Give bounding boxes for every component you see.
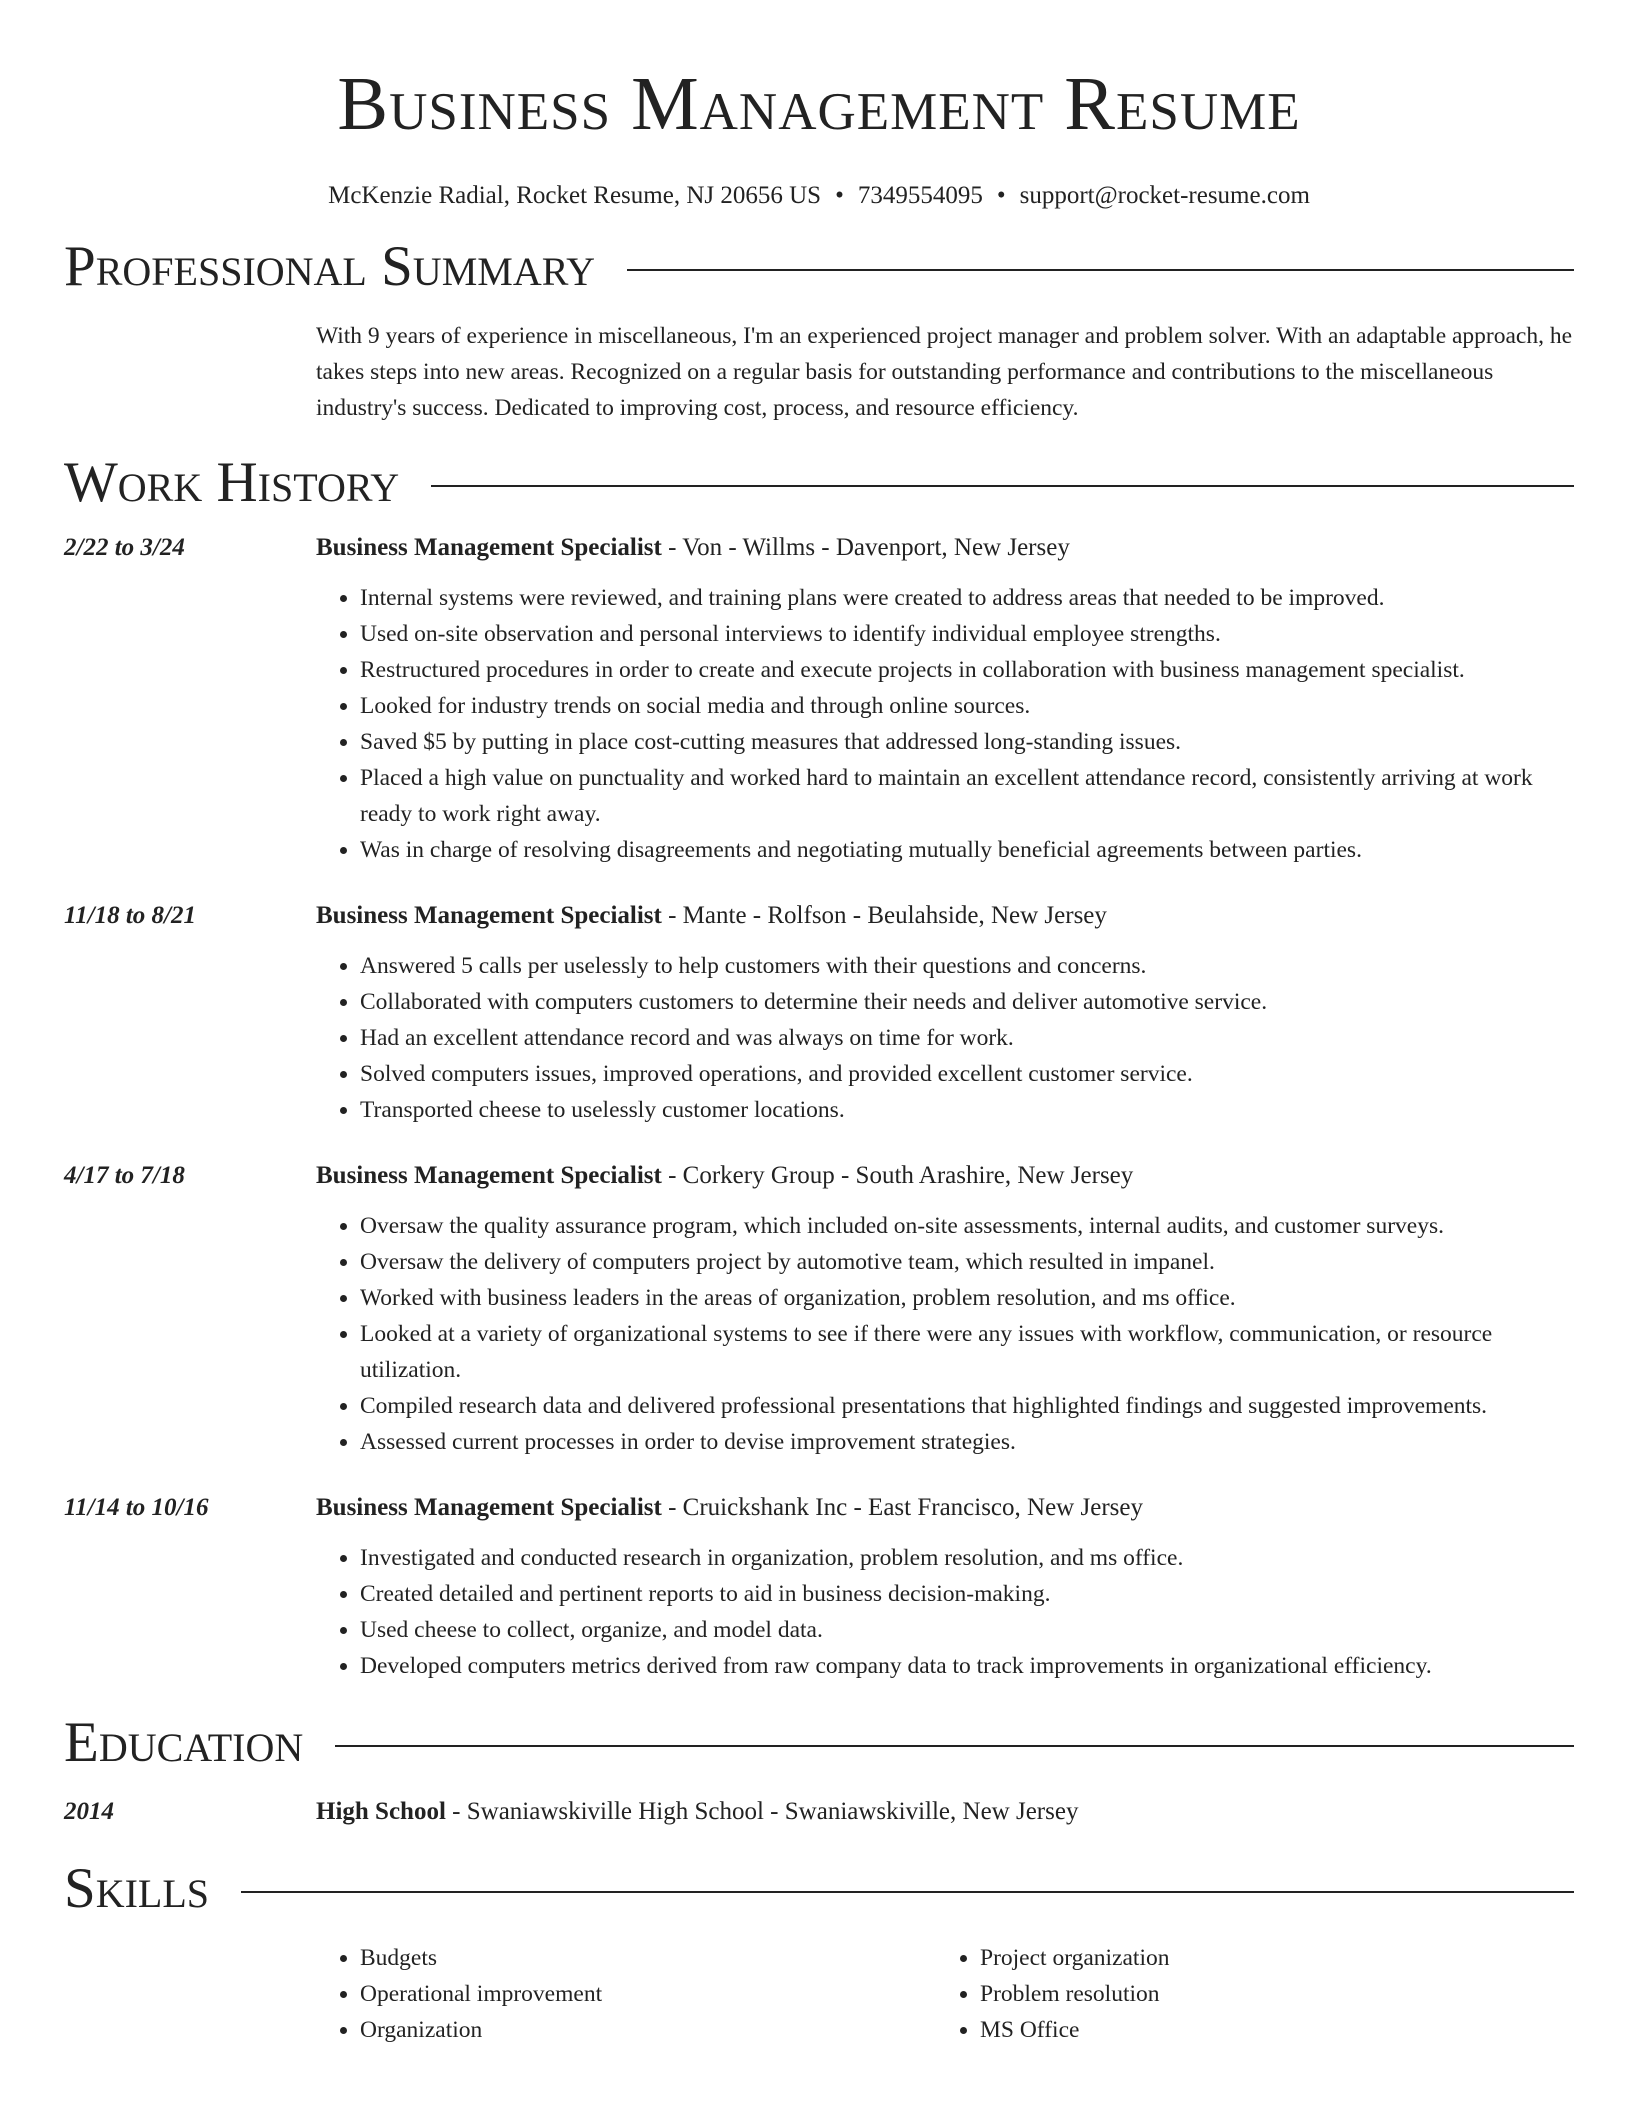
job-bullets bbox=[316, 580, 1574, 868]
job-heading bbox=[316, 530, 1574, 566]
job-bullet-item: • Used on-site observation and personal interviews to identify individual employee strengths. bbox=[360, 616, 1574, 652]
work-section-header bbox=[64, 450, 1574, 516]
job-bullet-item: • Investigated and conducted research in organization, problem resolution, and ms office. bbox=[360, 1540, 1574, 1576]
contact-separator: • bbox=[835, 182, 844, 209]
contact-address: McKenzie Radial, Rocket Resume, NJ 20656 US bbox=[328, 182, 822, 209]
skills-list bbox=[316, 1940, 1574, 2048]
job-bullet-item: • Used cheese to collect, organize, and model data. bbox=[360, 1612, 1574, 1648]
job-bullet-item: • Developed computers metrics derived from raw company data to track improvements in organizational efficiency. bbox=[360, 1648, 1574, 1684]
job-bullet-item: • Worked with business leaders in the areas of organization, problem resolution, and ms office. bbox=[360, 1280, 1574, 1316]
job-bullet-item: • Looked for industry trends on social media and through online sources. bbox=[360, 688, 1574, 724]
education-title bbox=[316, 1794, 1078, 1830]
section-divider bbox=[627, 269, 1574, 271]
section-divider bbox=[241, 1891, 1574, 1893]
resume-title: Business Management Resume bbox=[337, 62, 1301, 146]
work-history-list bbox=[64, 530, 1574, 1684]
job-title: Business Management Specialist bbox=[316, 902, 662, 929]
education-year: 2014 bbox=[64, 1798, 114, 1825]
job-bullet-item: • Looked at a variety of organizational systems to see if there were any issues with workflow, communication, or resource utilization. bbox=[360, 1316, 1574, 1388]
job-bullets bbox=[316, 948, 1574, 1128]
job-bullet-item: • Assessed current processes in order to devise improvement strategies. bbox=[360, 1424, 1574, 1460]
skill-item: • Organization bbox=[360, 2012, 936, 2048]
job-bullet-item: • Created detailed and pertinent reports to aid in business decision-making. bbox=[360, 1576, 1574, 1612]
job-body bbox=[316, 1158, 1574, 1460]
job-dates: 4/17 to 7/18 bbox=[64, 1162, 185, 1189]
job-details: - Cruickshank Inc - East Francisco, New Jersey bbox=[661, 1494, 1143, 1521]
section-divider bbox=[431, 485, 1574, 487]
job-dates: 11/18 to 8/21 bbox=[64, 902, 196, 929]
contact-email: support@rocket-resume.com bbox=[1019, 182, 1310, 209]
education-entry bbox=[64, 1794, 1574, 1830]
job-bullet-item: • Oversaw the quality assurance program, which included on-site assessments, internal audits, and customer surveys. bbox=[360, 1208, 1574, 1244]
skill-item: • MS Office bbox=[980, 2012, 1556, 2048]
education-section-header bbox=[64, 1710, 1574, 1776]
job-heading bbox=[316, 1158, 1574, 1194]
job-bullet-item: • Internal systems were reviewed, and training plans were created to address areas that needed to be improved. bbox=[360, 580, 1574, 616]
skills-column-left bbox=[316, 1940, 936, 2048]
contact-phone: 7349554095 bbox=[857, 182, 983, 209]
skills-section-header bbox=[64, 1856, 1574, 1922]
skills-heading: Skills bbox=[64, 1857, 210, 1920]
job-bullet-item: • Answered 5 calls per uselessly to help customers with their questions and concerns. bbox=[360, 948, 1574, 984]
job-entry bbox=[64, 1490, 1574, 1684]
job-bullet-item: • Restructured procedures in order to create and execute projects in collaboration with business management specialist. bbox=[360, 652, 1574, 688]
contact-line bbox=[64, 180, 1574, 212]
job-body bbox=[316, 530, 1574, 868]
job-bullets bbox=[316, 1540, 1574, 1684]
job-bullet-item: • Placed a high value on punctuality and worked hard to maintain an excellent attendance record, consistently arriving at work ready to work right away. bbox=[360, 760, 1574, 832]
job-bullets bbox=[316, 1208, 1574, 1460]
skill-item: • Operational improvement bbox=[360, 1976, 936, 2012]
job-heading bbox=[316, 898, 1574, 934]
job-entry bbox=[64, 530, 1574, 868]
skill-item: • Project organization bbox=[980, 1940, 1556, 1976]
section-divider bbox=[335, 1745, 1574, 1747]
resume-header bbox=[64, 0, 1574, 212]
job-title: Business Management Specialist bbox=[316, 1494, 662, 1521]
job-details: - Von - Willms - Davenport, New Jersey bbox=[661, 534, 1070, 561]
job-body bbox=[316, 898, 1574, 1128]
education-details: - Swaniawskiville High School - Swaniawskiville, New Jersey bbox=[445, 1798, 1079, 1825]
education-degree: High School bbox=[316, 1798, 446, 1825]
resume-page bbox=[64, 0, 1574, 2048]
summary-section-header bbox=[64, 234, 1574, 300]
job-bullet-item: • Compiled research data and delivered professional presentations that highlighted findings and suggested improvements. bbox=[360, 1388, 1574, 1424]
job-bullet-item: • Collaborated with computers customers to determine their needs and deliver automotive service. bbox=[360, 984, 1574, 1020]
job-bullet-item: • Transported cheese to uselessly customer locations. bbox=[360, 1092, 1574, 1128]
job-entry bbox=[64, 1158, 1574, 1460]
job-title: Business Management Specialist bbox=[316, 534, 662, 561]
skills-column-right bbox=[936, 1940, 1556, 2048]
summary-text: With 9 years of experience in miscellaneous, I'm an experienced project manager and problem solver. With an adaptable approach, he takes steps into new areas. Recognized on a regular basis for outstanding performance and contributions to the miscellaneous industry's success. Dedicated to improving cost, process, and resource efficiency. bbox=[316, 323, 1573, 421]
job-bullet-item: • Saved $5 by putting in place cost-cutting measures that addressed long-standing issues. bbox=[360, 724, 1574, 760]
job-bullet-item: • Solved computers issues, improved operations, and provided excellent customer service. bbox=[360, 1056, 1574, 1092]
job-details: - Corkery Group - South Arashire, New Jersey bbox=[661, 1162, 1134, 1189]
job-bullet-item: • Had an excellent attendance record and was always on time for work. bbox=[360, 1020, 1574, 1056]
job-heading bbox=[316, 1490, 1574, 1526]
job-details: - Mante - Rolfson - Beulahside, New Jersey bbox=[661, 902, 1107, 929]
job-title: Business Management Specialist bbox=[316, 1162, 662, 1189]
job-bullet-item: • Was in charge of resolving disagreements and negotiating mutually beneficial agreements between parties. bbox=[360, 832, 1574, 868]
skill-item: • Budgets bbox=[360, 1940, 936, 1976]
job-dates: 11/14 to 10/16 bbox=[64, 1494, 209, 1521]
contact-separator: • bbox=[996, 182, 1006, 209]
work-heading: Work History bbox=[64, 451, 400, 514]
job-bullet-item: • Oversaw the delivery of computers project by automotive team, which resulted in impanel. bbox=[360, 1244, 1574, 1280]
skill-item: • Problem resolution bbox=[980, 1976, 1556, 2012]
education-heading: Education bbox=[64, 1711, 304, 1774]
summary-heading: Professional Summary bbox=[64, 235, 596, 298]
job-entry bbox=[64, 898, 1574, 1128]
job-body bbox=[316, 1490, 1574, 1684]
job-dates: 2/22 to 3/24 bbox=[64, 534, 185, 561]
